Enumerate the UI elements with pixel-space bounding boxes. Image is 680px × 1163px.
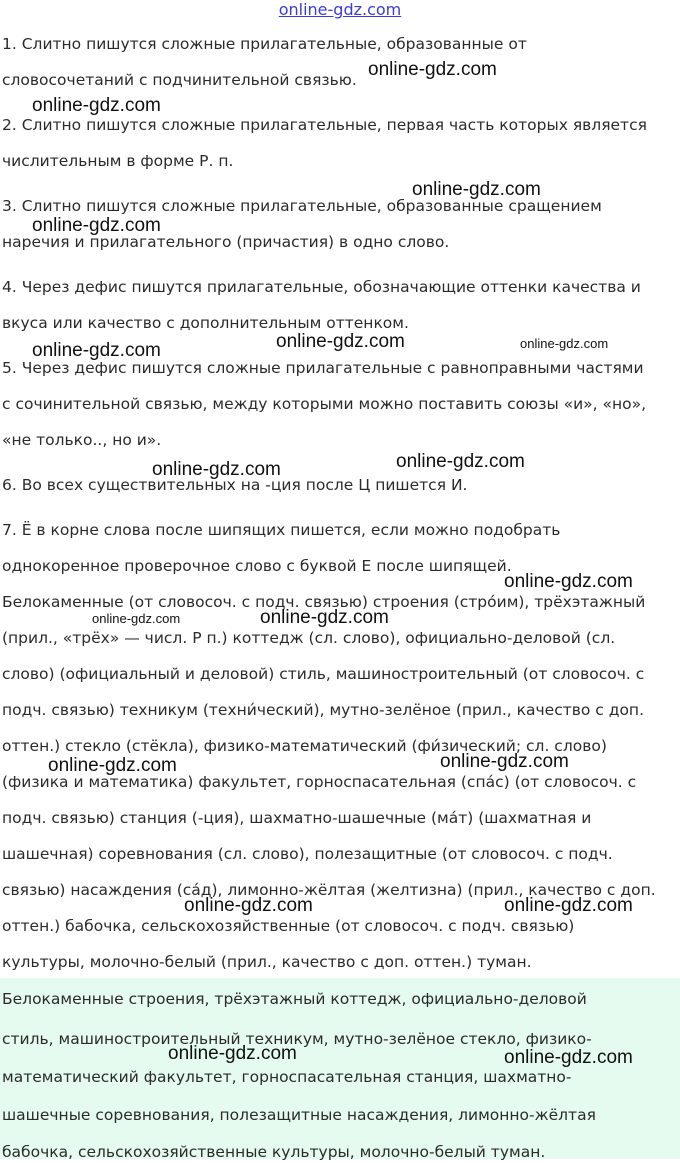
explanation-line-9: связью) насаждения (са́д), лимонно-жёлтая (желтизна) (прил., качество с доп. <box>2 881 656 899</box>
watermark: online-gdz.com <box>504 895 633 916</box>
explanation-line-8: шашечная) соревнования (сл. слово), полезащитные (от словосоч. с подч. <box>2 845 613 863</box>
rule-3-line-1: 3. Слитно пишутся сложные прилагательные, образованные сращением <box>2 197 602 215</box>
watermark: online-gdz.com <box>520 336 609 351</box>
top-watermark: online-gdz.com <box>278 0 402 19</box>
rule-5-line-3: «не только.., но и». <box>2 431 162 449</box>
watermark: online-gdz.com <box>184 895 313 916</box>
rule-7-line-2: однокоренное проверочное слово с буквой Е после шипящей. <box>2 557 512 575</box>
rule-4-line-2: вкуса или качество с дополнительным оттенком. <box>2 314 409 332</box>
watermark: online-gdz.com <box>32 215 161 236</box>
rule-5-line-1: 5. Через дефис пишутся сложные прилагательные с равноправными частями <box>2 359 644 377</box>
explanation-line-3: слово) (официальный и деловой) стиль, машиностроительный (от словосоч. с <box>2 665 645 683</box>
rule-1-line-1: 1. Слитно пишутся сложные прилагательные, образованные от <box>2 35 527 53</box>
rule-3-line-2: наречия и прилагательного (причастия) в одно слово. <box>2 233 450 251</box>
watermark: online-gdz.com <box>440 751 569 772</box>
answer-line-3: математический факультет, горноспасательная станция, шахматно- <box>2 1068 572 1086</box>
rule-7-line-1: 7. Ё в корне слова после шипящих пишется, если можно подобрать <box>2 521 561 539</box>
explanation-line-2: (прил., «трёх» — числ. Р п.) коттедж (сл. слово), официально-деловой (сл. <box>2 629 616 647</box>
explanation-line-4: подч. связью) техникум (техни́ческий), мутно-зелёное (прил., качество с доп. <box>2 701 644 719</box>
rule-2-line-2: числительным в форме Р. п. <box>2 152 234 170</box>
rule-4-line-1: 4. Через дефис пишутся прилагательные, обозначающие оттенки качества и <box>2 278 641 296</box>
explanation-line-7: подч. связью) станция (-ция), шахматно-шашечные (ма́т) (шахматная и <box>2 809 592 827</box>
answer-line-2: стиль, машиностроительный техникум, мутно-зелёное стекло, физико- <box>2 1030 592 1048</box>
watermark: online-gdz.com <box>32 340 161 361</box>
rule-5-line-2: с сочинительной связью, между которыми можно поставить союзы «и», «но», <box>2 395 647 413</box>
watermark: online-gdz.com <box>260 607 389 628</box>
explanation-line-6: (физика и математика) факультет, горноспасательная (спа́с) (от словосоч. с <box>2 773 637 791</box>
explanation-line-5: оттен.) стекло (стёкла), физико-математический (фи́зический; сл. слово) <box>2 737 607 755</box>
explanation-line-1: Белокаменные (от словосоч. с подч. связью) строения (стро́им), трёхэтажный <box>2 593 646 611</box>
watermark: online-gdz.com <box>368 59 497 80</box>
watermark: online-gdz.com <box>412 179 541 200</box>
answer-line-5: бабочка, сельскохозяйственные культуры, молочно-белый туман. <box>2 1143 546 1161</box>
explanation-line-10: оттен.) бабочка, сельскохозяйственные (от словосоч. с подч. связью) <box>2 917 575 935</box>
watermark: online-gdz.com <box>504 1047 633 1068</box>
rule-2-line-1: 2. Слитно пишутся сложные прилагательные, первая часть которых является <box>2 116 647 134</box>
watermark: online-gdz.com <box>504 571 633 592</box>
rule-1-line-2: словосочетаний с подчинительной связью. <box>2 71 357 89</box>
watermark: online-gdz.com <box>152 459 281 480</box>
rule-6-line-1: 6. Во всех существительных на -ция после Ц пишется И. <box>2 476 468 494</box>
watermark: online-gdz.com <box>32 95 161 116</box>
explanation-line-11: культуры, молочно-белый (прил., качество с доп. оттен.) туман. <box>2 953 532 971</box>
answer-line-1: Белокаменные строения, трёхэтажный коттедж, официально-деловой <box>2 990 587 1008</box>
watermark: online-gdz.com <box>276 331 405 352</box>
answer-line-4: шашечные соревнования, полезащитные насаждения, лимонно-жёлтая <box>2 1106 596 1124</box>
watermark: online-gdz.com <box>48 755 177 776</box>
watermark: online-gdz.com <box>168 1043 297 1064</box>
watermark: online-gdz.com <box>92 611 181 626</box>
watermark: online-gdz.com <box>396 451 525 472</box>
